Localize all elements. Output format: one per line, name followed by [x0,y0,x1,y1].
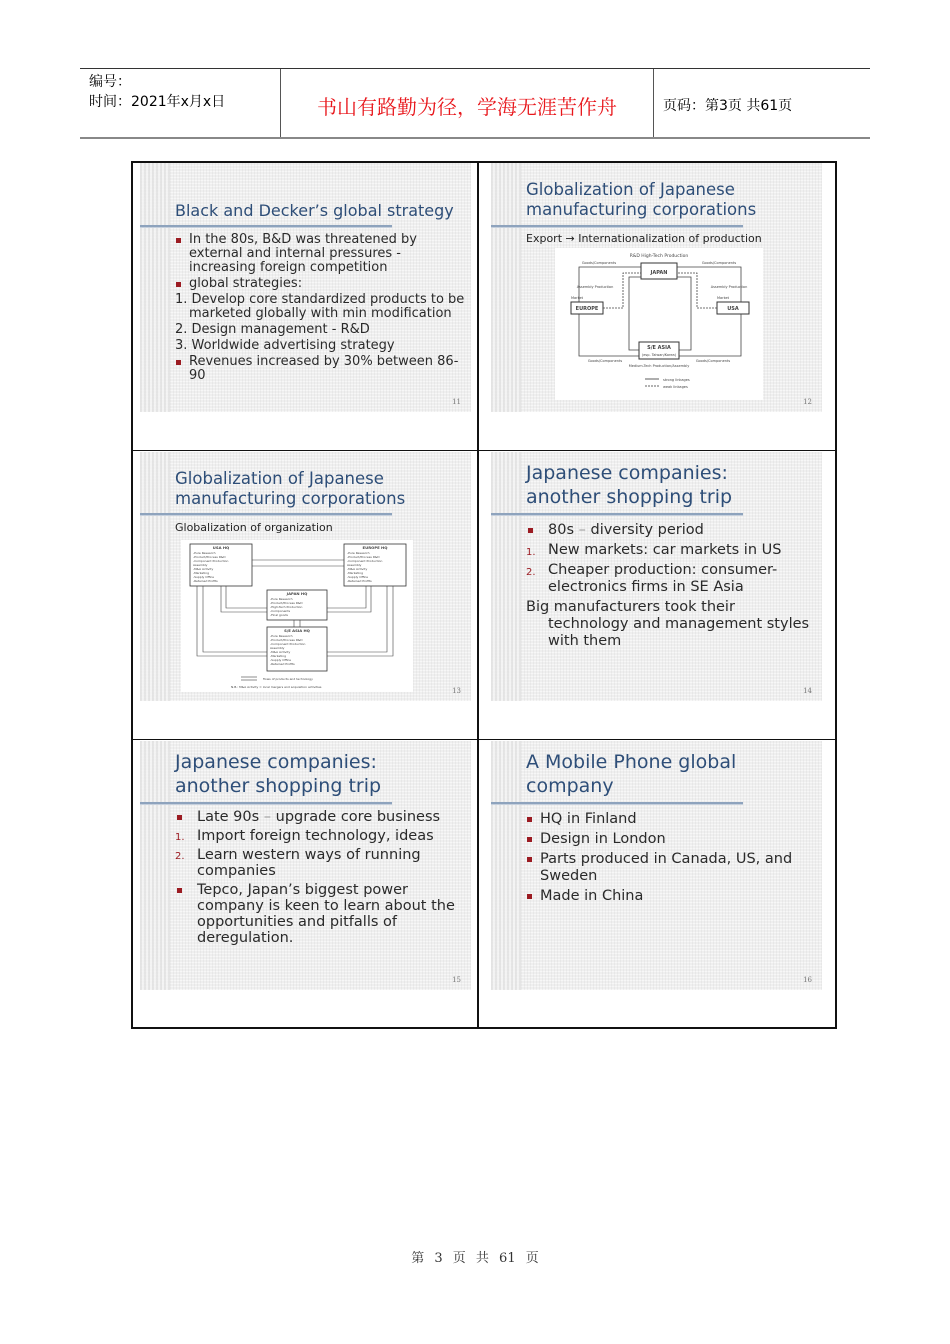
svg-text:S/E ASIA: S/E ASIA [647,345,671,351]
slide-body [526,522,816,653]
slide-title: Globalization of Japanese manufacturing corporations [526,180,757,219]
svg-text:Goods/Components: Goods/Components [701,261,737,265]
svg-text:-M&A Activity: -M&A Activity [270,650,291,654]
list-item: Made in China [527,888,816,905]
svg-text:-High-Tech Production: -High-Tech Production [270,605,303,609]
grid-divider-row-1 [131,450,837,451]
svg-text:-Pure Research: -Pure Research [193,551,216,555]
list-item: global strategies: [175,277,465,291]
slide-page-number: 11 [452,398,461,406]
list-item: 2. Cheaper production: consumer-electronics firms in SE Asia [526,562,778,595]
bullet-icon [177,888,182,893]
list-item: Big manufacturers took their technology and management styles with them [526,599,810,649]
document-date: 时间：2021年x月x日 [89,94,226,110]
slide-12 [491,163,822,412]
slide-subtitle: Export → Internationalization of production [526,232,762,245]
svg-text:EUROPE: EUROPE [575,306,599,312]
grid-divider-vertical [477,161,479,1029]
svg-text:-Supply Office: -Supply Office [347,575,369,579]
slide-page-number: 15 [452,976,461,984]
svg-text:-Pure Research: -Pure Research [270,634,293,638]
svg-text:USA: USA [727,306,739,312]
svg-text:-Product/Process R&D: -Product/Process R&D [270,638,303,642]
bullet-icon [527,837,532,842]
list-item: 2. Design management - R&D [175,322,370,337]
svg-text:EUROPE HQ: EUROPE HQ [362,545,388,550]
slide-subtitle: Globalization of organization [175,521,333,534]
title-rule [140,802,392,805]
box-usa-hq [190,544,252,586]
slide-11 [140,163,471,412]
header-meta [80,69,281,137]
title-rule [140,225,392,228]
list-item: Revenues increased by 30% between 86-90 [175,355,465,383]
svg-text:-M&A Activity: -M&A Activity [193,567,214,571]
svg-text:USA HQ: USA HQ [212,545,230,550]
svg-text:-Component Production: -Component Production [193,559,229,563]
list-item: Design in London [527,831,816,848]
svg-text:-Retained Profits: -Retained Profits [193,579,218,583]
slide-14 [491,452,822,701]
slide-title: A Mobile Phone global company [526,751,737,797]
bullet-icon [528,528,533,533]
organization-diagram [181,540,413,692]
svg-text:(esp. Taiwan/Korea): (esp. Taiwan/Korea) [641,353,677,357]
list-item: In the 80s, B&D was threatened by external and internal pressures - increasing foreign competition [175,233,465,275]
svg-text:-Marketing: -Marketing [270,654,287,658]
slide-page-number: 16 [803,976,812,984]
production-linkage-diagram [555,248,763,400]
svg-text:-Component Production: -Component Production [347,559,383,563]
svg-text:-Supply Office: -Supply Office [270,658,292,662]
bullet-icon [176,238,181,243]
svg-text:S/E ASIA HQ: S/E ASIA HQ [284,628,310,633]
diagram-note: N.B.: M&A Activity = local mergers and acquisition activities [231,685,322,689]
title-rule [491,802,743,805]
svg-text:Market: Market [717,296,730,300]
svg-text:Market: Market [571,296,584,300]
svg-text:-Product/Process R&D: -Product/Process R&D [347,555,380,559]
box-se-asia-hq [267,627,327,671]
svg-text:-Pure Research: -Pure Research [270,597,293,601]
slide-page-number: 14 [803,687,812,695]
page-footer: 第 3 页 共 61 页 [411,1251,539,1266]
slide-body [527,811,816,908]
svg-text:Medium-Tech Production/Assembl: Medium-Tech Production/Assembly [628,364,690,368]
header-motto: 书山有路勤为径，学海无涯苦作舟 [281,69,654,137]
svg-text:-Product/Process R&D: -Product/Process R&D [193,555,226,559]
svg-text:Goods/Components: Goods/Components [581,261,617,265]
list-item: HQ in Finland [527,811,816,828]
slide-body [175,809,465,949]
svg-text:-Final goods: -Final goods [270,613,288,617]
title-rule [140,513,392,516]
bullet-icon [527,857,532,862]
svg-text:Assembly Production: Assembly Production [576,285,614,289]
svg-text:-Component Production: -Component Production [270,642,306,646]
bullet-icon [177,815,182,820]
list-item: 3. Worldwide advertising strategy [175,338,395,353]
svg-text:-M&A Activity: -M&A Activity [347,567,368,571]
svg-text:Assembly Production: Assembly Production [710,285,748,289]
slide-title: Japanese companies: another shopping trip [175,751,382,797]
list-item: 2. Learn western ways of running companies [175,847,421,879]
list-item: 80s – diversity period [526,522,816,539]
svg-text:Goods/Components: Goods/Components [695,359,731,363]
list-item: 1. Develop core standardized products to be marketed globally with min modification [175,292,465,321]
svg-text:-Pure Research: -Pure Research [347,551,370,555]
diagram-legend: flows of products and technology [263,677,313,681]
slide-title: Globalization of Japanese manufacturing corporations [175,469,406,508]
bullet-icon [527,817,532,822]
diagram-label-top: R&D High-Tech Production [629,254,689,259]
svg-text:Assembly: Assembly [347,563,362,567]
slide-body [175,233,465,385]
svg-text:Assembly: Assembly [193,563,208,567]
bullet-icon [527,894,532,899]
svg-text:strong linkages: strong linkages [663,378,690,382]
bullet-icon [176,282,181,287]
box-japan-hq [267,590,327,620]
document-header [80,68,870,139]
slide-page-number: 13 [452,687,461,695]
svg-text:-Marketing: -Marketing [347,571,364,575]
slide-title: Japanese companies: another shopping trip [526,462,733,508]
svg-text:Assembly: Assembly [270,646,285,650]
slide-title: Black and Decker’s global strategy [175,201,454,220]
list-item: Tepco, Japan’s biggest power company is keen to learn about the opportunities and pitfalls of deregulation. [175,882,465,946]
svg-text:JAPAN HQ: JAPAN HQ [286,591,308,596]
list-item: Late 90s – upgrade core business [175,809,465,825]
svg-text:-Marketing: -Marketing [193,571,210,575]
svg-text:-Product/Process R&D: -Product/Process R&D [270,601,303,605]
list-item: 1. New markets: car markets in US [526,542,782,558]
slide-13 [140,452,471,701]
box-europe-hq [344,544,406,586]
svg-text:weak linkages: weak linkages [663,385,688,389]
svg-text:-Retained Profits: -Retained Profits [347,579,372,583]
header-page-info: 页码：第3页 共61页 [663,98,793,114]
slide-page-number: 12 [803,398,812,406]
slide-15 [140,741,471,990]
document-number-label: 编号： [89,74,131,90]
list-item: Parts produced in Canada, US, and Sweden [527,851,816,885]
svg-text:JAPAN: JAPAN [650,270,668,276]
svg-text:-Components: -Components [270,609,291,613]
svg-text:Goods/Components: Goods/Components [587,359,623,363]
svg-text:-Supply Office: -Supply Office [193,575,215,579]
title-rule [491,513,743,516]
list-item: 1. Import foreign technology, ideas [175,828,434,844]
grid-divider-row-2 [131,739,837,740]
bullet-icon [176,360,181,365]
title-rule [491,225,743,228]
slide-16 [491,741,822,990]
svg-text:-Retained Profits: -Retained Profits [270,662,295,666]
